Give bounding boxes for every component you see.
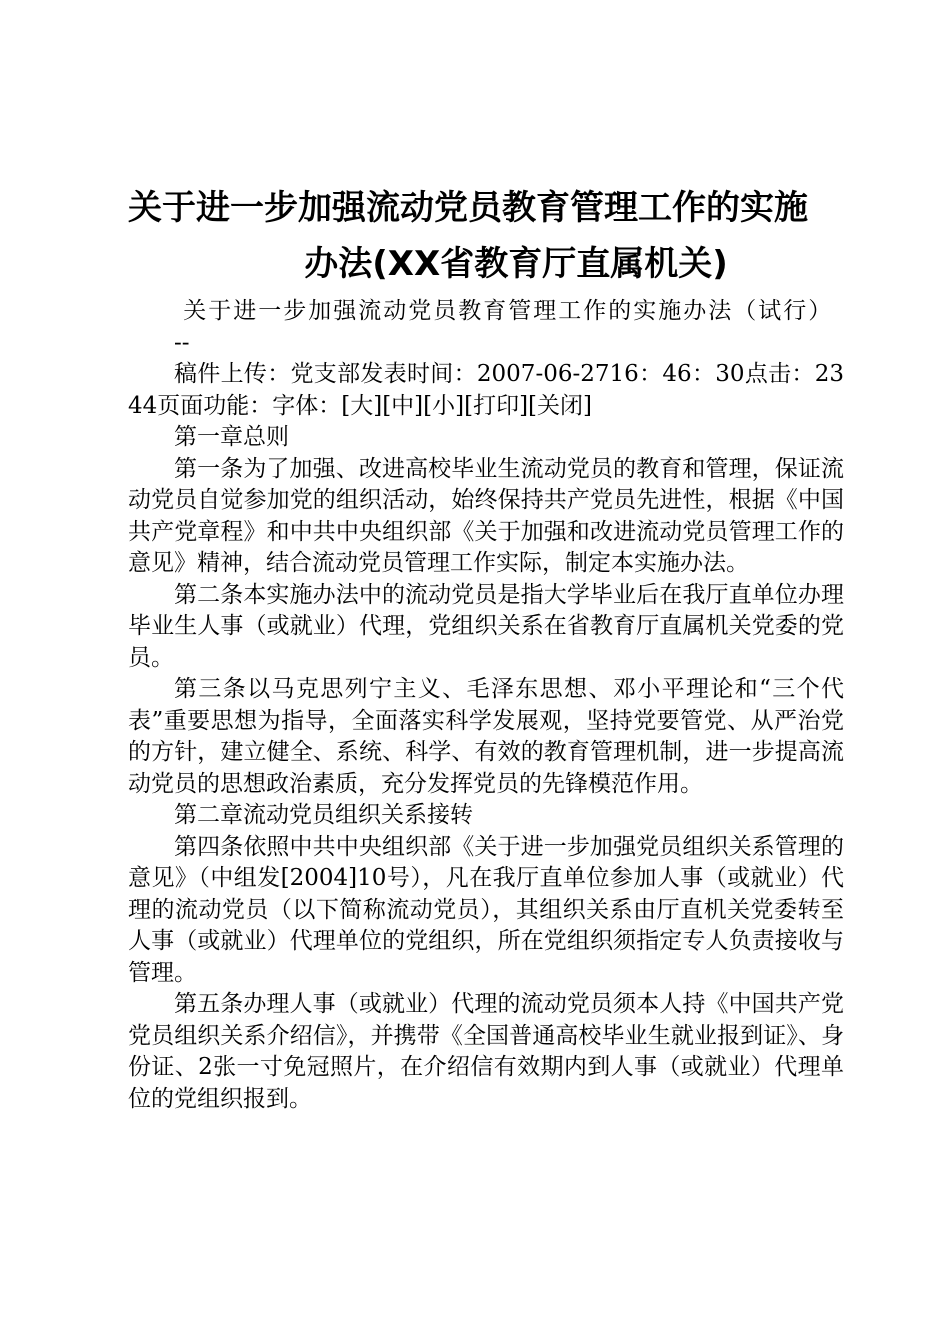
chapter-1-heading: 第一章总则 bbox=[174, 424, 289, 450]
article-1: 第一条为了加强、改进高校毕业生流动党员的教育和管理，保证流动党员自觉参加党的组织活动，始终保持共产党员先进性，根据《中国共产党章程》和中共中央组织部《关于加强和改进流动党员管理工作的意见》精神，结合流动党员管理工作实际，制定本实施办法。 bbox=[128, 455, 844, 576]
document-title bbox=[128, 180, 844, 292]
title-line-1: 关于进一步加强流动党员教育管理工作的实施 bbox=[128, 188, 808, 228]
chapter-2-heading: 第二章流动党员组织关系接转 bbox=[174, 802, 473, 828]
article-5: 第五条办理人事（或就业）代理的流动党员须本人持《中国共产党党员组织关系介绍信》，并携带《全国普通高校毕业生就业报到证》、身份证、2张一寸免冠照片，在介绍信有效期内到人事（或就业）代理单位的党组织报到。 bbox=[128, 991, 844, 1112]
article-4: 第四条依照中共中央组织部《关于进一步加强党员组织关系管理的意见》（中组发[2004]10号），凡在我厅直单位参加人事（或就业）代理的流动党员（以下简称流动党员），其组织关系由厅直机关党委转至人事（或就业）代理单位的党组织，所在党组织须指定专人负责接收与管理。 bbox=[128, 833, 844, 986]
separator-dash: -- bbox=[174, 329, 190, 356]
subtitle: 关于进一步加强流动党员教育管理工作的实施办法（试行） bbox=[183, 298, 834, 324]
document-page bbox=[128, 180, 844, 1115]
meta-info: 稿件上传：党支部发表时间：2007-06-2716：46：30点击：2344页面功能：字体：[大][中][小][打印][关闭] bbox=[128, 361, 844, 419]
title-line-2: 办法(XX省教育厅直属机关) bbox=[304, 244, 728, 284]
article-3: 第三条以马克思列宁主义、毛泽东思想、邓小平理论和“三个代表”重要思想为指导，全面落实科学发展观，坚持党要管党、从严治党的方针，建立健全、系统、科学、有效的教育管理机制，进一步提高流动党员的思想政治素质，充分发挥党员的先锋模范作用。 bbox=[128, 676, 844, 797]
article-2: 第二条本实施办法中的流动党员是指大学毕业后在我厅直单位办理毕业生人事（或就业）代理，党组织关系在省教育厅直属机关党委的党员。 bbox=[128, 581, 844, 671]
document-body bbox=[128, 296, 844, 1115]
